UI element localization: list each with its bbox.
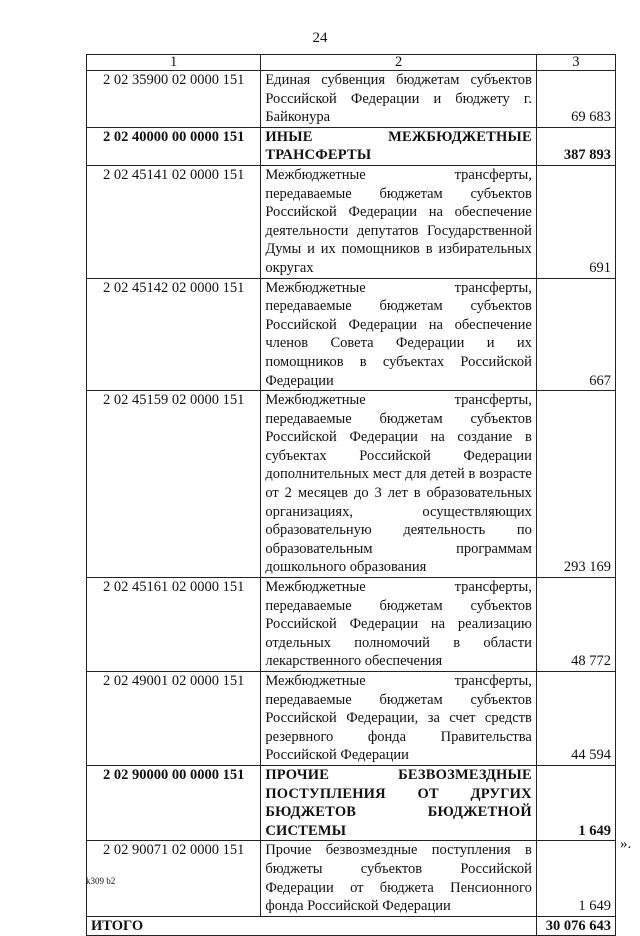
amount-cell: 667 (536, 278, 615, 391)
budget-code-cell: 2 02 35900 02 0000 151 (87, 71, 261, 128)
item-name-cell: Межбюджетные трансферты, передаваемые бюджетам субъектов Российской Федерации на обеспечение деятельности депутатов Государственной Думы и их помощников в избирательных округах (261, 165, 537, 278)
item-name-cell: Межбюджетные трансферты, передаваемые бюджетам субъектов Российской Федерации на создание в субъектах Российской Федерации дополнительных мест для детей в возрасте от 2 месяцев до 3 лет в образовательных организациях, осуществляющих образовательную деятельность по образовательным программам дошкольного образования (261, 391, 537, 578)
closing-quote-mark: ». (620, 836, 632, 852)
amount-cell: 387 893 (536, 127, 615, 165)
item-name-cell: Межбюджетные трансферты, передаваемые бюджетам субъектов Российской Федерации, за счет средств резервного фонда Правительства Российской Федерации (261, 672, 537, 766)
budget-table (86, 54, 616, 936)
table-row (87, 765, 616, 840)
budget-code-cell: 2 02 45161 02 0000 151 (87, 578, 261, 672)
amount-cell: 1 649 (536, 841, 615, 916)
column-header-3: 3 (536, 55, 615, 71)
item-name-cell: ИНЫЕ МЕЖБЮДЖЕТНЫЕ ТРАНСФЕРТЫ (261, 127, 537, 165)
amount-cell: 293 169 (536, 391, 615, 578)
table-row (87, 165, 616, 278)
amount-cell: 44 594 (536, 672, 615, 766)
table-row (87, 578, 616, 672)
item-name-cell: ПРОЧИЕ БЕЗВОЗМЕЗДНЫЕ ПОСТУПЛЕНИЯ ОТ ДРУГИХ БЮДЖЕТОВ БЮДЖЕТНОЙ СИСТЕМЫ (261, 765, 537, 840)
table-row (87, 127, 616, 165)
column-header-2: 2 (261, 55, 537, 71)
page-number: 24 (312, 30, 328, 46)
amount-cell: 69 683 (536, 71, 615, 128)
table-row (87, 278, 616, 391)
total-label: ИТОГО (87, 916, 537, 936)
column-header-1: 1 (87, 55, 261, 71)
amount-cell: 691 (536, 165, 615, 278)
budget-code-cell: 2 02 49001 02 0000 151 (87, 672, 261, 766)
item-name-cell: Межбюджетные трансферты, передаваемые бюджетам субъектов Российской Федерации на реализацию отдельных полномочий в области лекарственного обеспечения (261, 578, 537, 672)
amount-cell: 1 649 (536, 765, 615, 840)
table-row (87, 71, 616, 128)
budget-code-cell: 2 02 90071 02 0000 151 (87, 841, 261, 916)
table-row (87, 391, 616, 578)
total-amount: 30 076 643 (536, 916, 615, 936)
item-name-cell: Прочие безвозмездные поступления в бюджеты субъектов Российской Федерации от бюджета Пенсионного фонда Российской Федерации (261, 841, 537, 916)
table-header-row (87, 55, 616, 71)
amount-cell: 48 772 (536, 578, 615, 672)
budget-code-cell: 2 02 45159 02 0000 151 (87, 391, 261, 578)
budget-code-cell: 2 02 90000 00 0000 151 (87, 765, 261, 840)
budget-code-cell: 2 02 45142 02 0000 151 (87, 278, 261, 391)
document-code: k309 b2 (86, 876, 116, 886)
budget-code-cell: 2 02 45141 02 0000 151 (87, 165, 261, 278)
item-name-cell: Единая субвенция бюджетам субъектов Российской Федерации и бюджету г. Байконура (261, 71, 537, 128)
item-name-cell: Межбюджетные трансферты, передаваемые бюджетам субъектов Российской Федерации на обеспечение членов Совета Федерации и их помощников в субъектах Российской Федерации (261, 278, 537, 391)
table-row (87, 672, 616, 766)
total-row (87, 916, 616, 936)
budget-code-cell: 2 02 40000 00 0000 151 (87, 127, 261, 165)
